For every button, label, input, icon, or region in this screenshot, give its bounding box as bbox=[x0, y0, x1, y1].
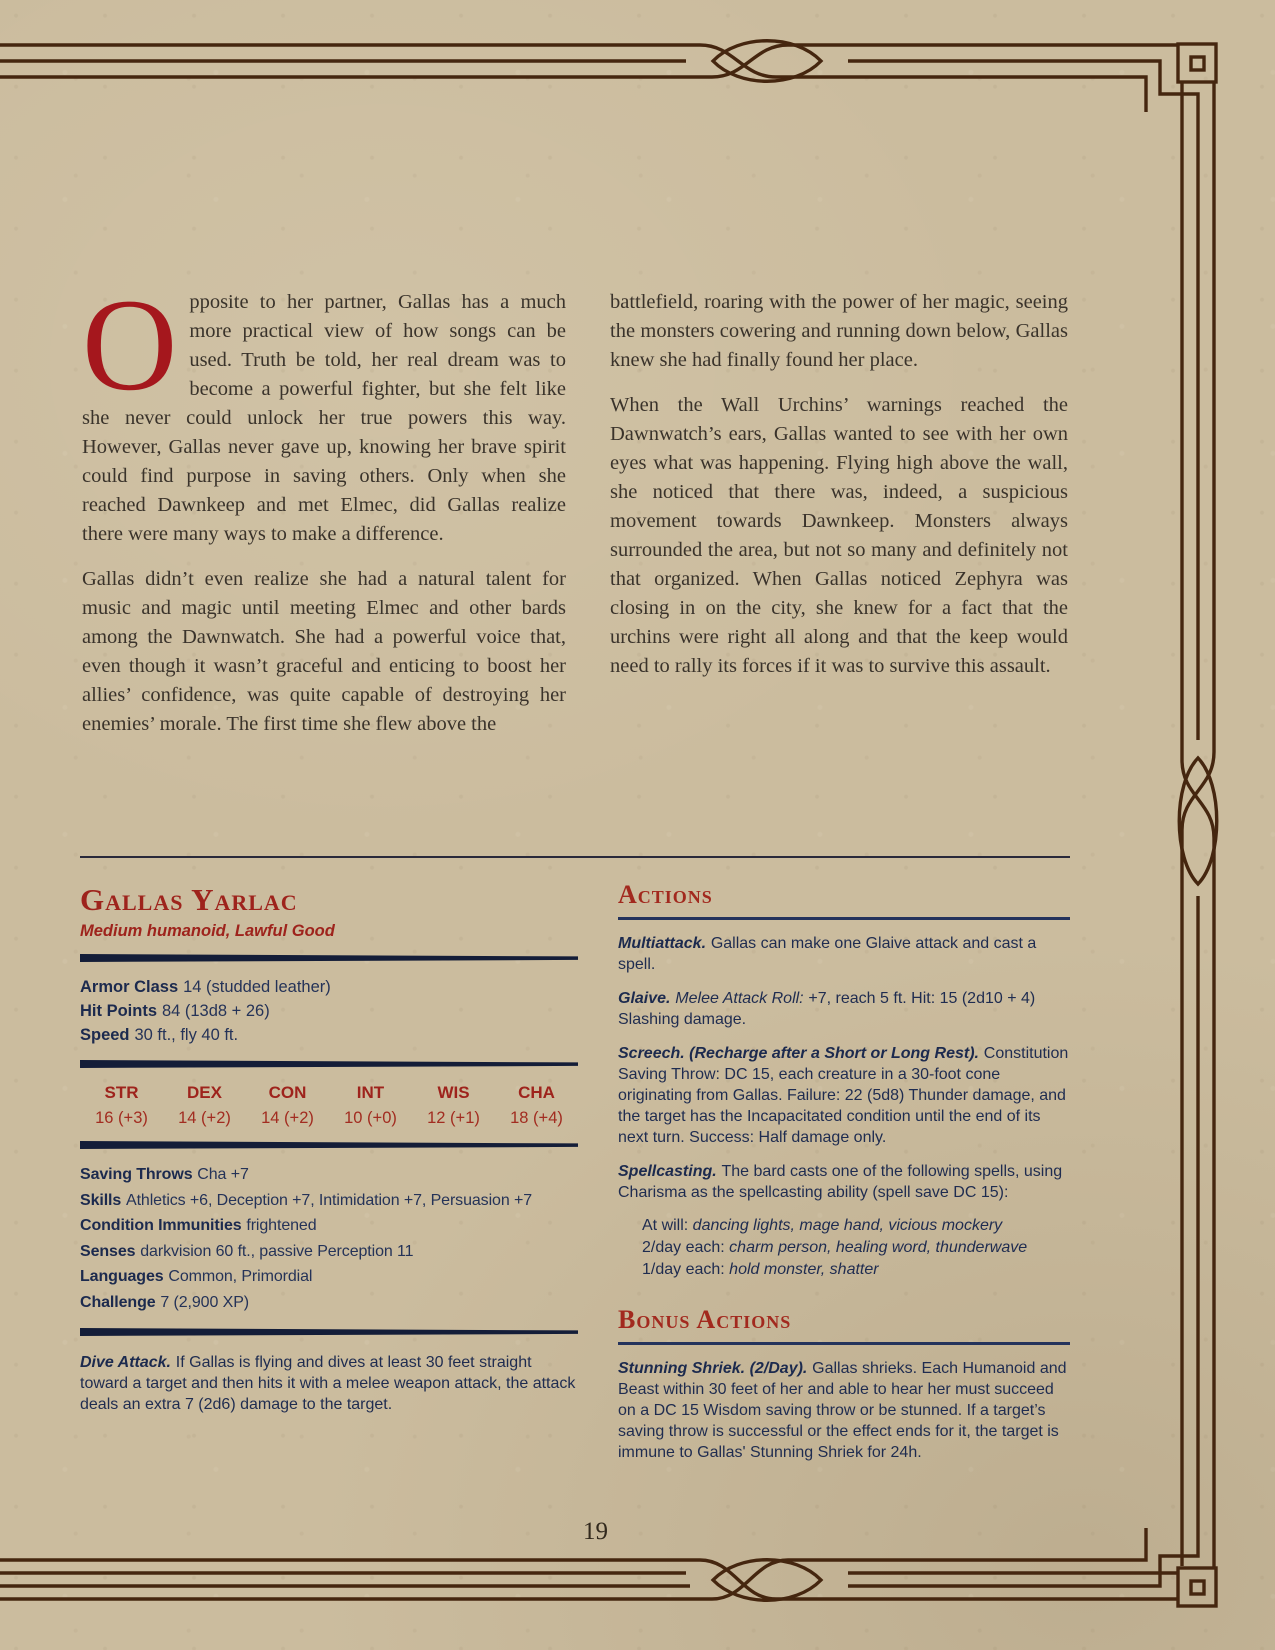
action-entry-multiattack: Multiattack. Gallas can make one Glaive attack and cast a spell. bbox=[618, 935, 1037, 973]
eye-knot-icon bbox=[713, 1560, 821, 1601]
senses-row: Senses darkvision 60 ft., passive Perception 11 bbox=[80, 1242, 414, 1260]
ability-name: WIS bbox=[437, 1083, 470, 1102]
spell-line-2-day: 2/day each: charm person, healing word, thunderwave bbox=[642, 1239, 1028, 1256]
speed-row bbox=[80, 1023, 578, 1047]
ability-column-wis bbox=[412, 1083, 495, 1128]
action-entry-spellcasting: Spellcasting. The bard casts one of the following spells, using Charisma as the spellcasting ability (spell save DC 15): bbox=[618, 1163, 1063, 1201]
detail-rows bbox=[80, 1162, 578, 1315]
ability-score: 14 (+2) bbox=[261, 1109, 314, 1127]
bonus-actions-heading: Bonus Actions bbox=[618, 1307, 1070, 1345]
ability-name: CON bbox=[268, 1083, 307, 1102]
attribute-value: 84 (13d8 + 26) bbox=[161, 1002, 270, 1020]
condition-immunities-row: Condition Immunities frightened bbox=[80, 1217, 317, 1234]
languages-row: Languages Common, Primordial bbox=[80, 1268, 313, 1285]
statblock-divider bbox=[80, 1141, 578, 1149]
statblock-divider bbox=[80, 1328, 578, 1336]
ability-score-table bbox=[80, 1083, 578, 1128]
attribute-label: Armor Class bbox=[80, 978, 179, 996]
statblock-divider bbox=[80, 954, 578, 962]
action-entry-glaive: Glaive. Melee Attack Roll: +7, reach 5 ft. Hit: 15 (2d10 + 4) Slashing damage. bbox=[618, 990, 1036, 1028]
ability-column-dex bbox=[163, 1083, 246, 1128]
flavor-column-left bbox=[82, 271, 566, 755]
flavor-text-section bbox=[82, 271, 1068, 755]
attribute-value: 14 (studded leather) bbox=[183, 978, 331, 996]
statblock-left-column bbox=[80, 858, 578, 1463]
flavor-paragraph: Gallas didn’t even realize she had a natural talent for music and magic until meeting Elmec and other bards among the Dawnwatch. She had a powerful voice that, even though it wasn’t graceful and enticing to boost her allies’ confidence, was quite capable of destroying her enemies’ morale. The first time she flew above the bbox=[82, 568, 566, 735]
creature-meta: Medium humanoid, Lawful Good bbox=[80, 922, 335, 940]
flavor-paragraph: When the Wall Urchins’ warnings reached the Dawnwatch’s ears, Gallas wanted to see with her own eyes what was happening. Flying high above the wall, she noticed that there was, indeed, a suspicious movement towards Dawnkeep. Monsters always surrounded the area, but not so many and definitely not that organized. When Gallas noticed Zephyra was closing in on the city, she knew for a fact that the urchins were right all along and that the keep would need to rally its forces if it was to survive this assault. bbox=[610, 394, 1068, 677]
action-name: Stunning Shriek. (2/Day). bbox=[618, 1360, 808, 1377]
bottom-right-corner-knot-icon bbox=[1178, 1568, 1216, 1606]
action-name: Glaive. bbox=[618, 990, 671, 1007]
flavor-paragraph: Opposite to her partner, Gallas has a much more practical view of how songs can be used. Truth be told, her real dream was to become a powerful fighter, but she felt like she never could unlock her true powers this way. However, Gallas never gave up, knowing her brave spirit could find purpose in saving others. Only when she reached Dawnkeep and met Elmec, did Gallas realize there were many ways to make a difference. bbox=[82, 271, 566, 545]
ability-score: 12 (+1) bbox=[427, 1109, 480, 1127]
spell-list bbox=[642, 1215, 1070, 1281]
ability-name: CHA bbox=[518, 1083, 555, 1102]
ability-score: 10 (+0) bbox=[344, 1109, 397, 1127]
ability-column-cha bbox=[495, 1083, 578, 1128]
skills-row: Skills Athletics +6, Deception +7, Intimidation +7, Persuasion +7 bbox=[80, 1191, 533, 1209]
creature-name: Gallas Yarlac bbox=[80, 882, 298, 917]
drop-cap: O bbox=[82, 271, 178, 418]
attribute-label: Hit Points bbox=[80, 1002, 157, 1020]
attribute-label: Speed bbox=[80, 1026, 130, 1044]
action-name: Multiattack. bbox=[618, 935, 707, 952]
attribute-value: 30 ft., fly 40 ft. bbox=[134, 1026, 239, 1044]
action-name: Spellcasting. bbox=[618, 1163, 717, 1180]
eye-knot-icon bbox=[713, 41, 821, 82]
actions-heading: Actions bbox=[618, 882, 1070, 920]
flavor-paragraph: battlefield, roaring with the power of her magic, seeing the monsters cowering and running down below, Gallas knew she had finally found her place. bbox=[610, 291, 1068, 371]
ability-name: STR bbox=[104, 1083, 139, 1102]
action-name: Screech. (Recharge after a Short or Long Rest). bbox=[618, 1045, 979, 1062]
statblock-right-column bbox=[618, 858, 1070, 1463]
ability-score: 14 (+2) bbox=[178, 1109, 231, 1127]
statblock-divider bbox=[80, 1060, 578, 1068]
ability-column-int bbox=[329, 1083, 412, 1128]
eye-knot-icon bbox=[1179, 758, 1217, 884]
ability-score: 18 (+4) bbox=[510, 1109, 563, 1127]
saving-throws-row: Saving Throws Cha +7 bbox=[80, 1166, 249, 1183]
page-number: 19 bbox=[583, 1518, 608, 1545]
trait-dive-attack: Dive Attack. If Gallas is flying and dives at least 30 feet straight toward a target and then hits it with a melee weapon attack, the attack deals an extra 7 (2d6) damage to the target. bbox=[80, 1354, 576, 1413]
creature-statblock bbox=[80, 856, 1070, 1463]
ability-score: 16 (+3) bbox=[95, 1109, 148, 1127]
top-right-corner-knot-icon bbox=[1178, 44, 1216, 760]
ability-column-str bbox=[80, 1083, 163, 1128]
core-attributes bbox=[80, 975, 578, 1047]
hit-points-row bbox=[80, 999, 578, 1023]
ability-name: INT bbox=[356, 1083, 385, 1102]
spell-line-at-will: At will: dancing lights, mage hand, vicious mockery bbox=[642, 1217, 1003, 1234]
armor-class-row bbox=[80, 975, 578, 999]
challenge-row: Challenge 7 (2,900 XP) bbox=[80, 1293, 249, 1311]
flavor-column-right bbox=[610, 288, 1068, 755]
trait-name: Dive Attack. bbox=[80, 1354, 171, 1371]
bonus-action-entry-stunning-shriek: Stunning Shriek. (2/Day). Gallas shrieks. Each Humanoid and Beast within 30 feet of her and able to hear her must succeed on a DC 15 Wisdom saving throw or be stunned. If a target’s saving throw is successful or the effect ends for it, the target is immune to Gallas' Stunning Shriek for 24h. bbox=[618, 1360, 1067, 1461]
ability-column-con bbox=[246, 1083, 329, 1128]
ability-name: DEX bbox=[187, 1083, 222, 1102]
action-entry-screech: Screech. (Recharge after a Short or Long Rest). Constitution Saving Throw: DC 15, each creature in a 30-foot cone originating from Gallas. Failure: 22 (5d8) Thunder damage, and the target has the Incapacitated condition until the end of its next turn. Success: Half damage only. bbox=[618, 1045, 1069, 1146]
spell-line-1-day: 1/day each: hold monster, shatter bbox=[642, 1261, 879, 1278]
